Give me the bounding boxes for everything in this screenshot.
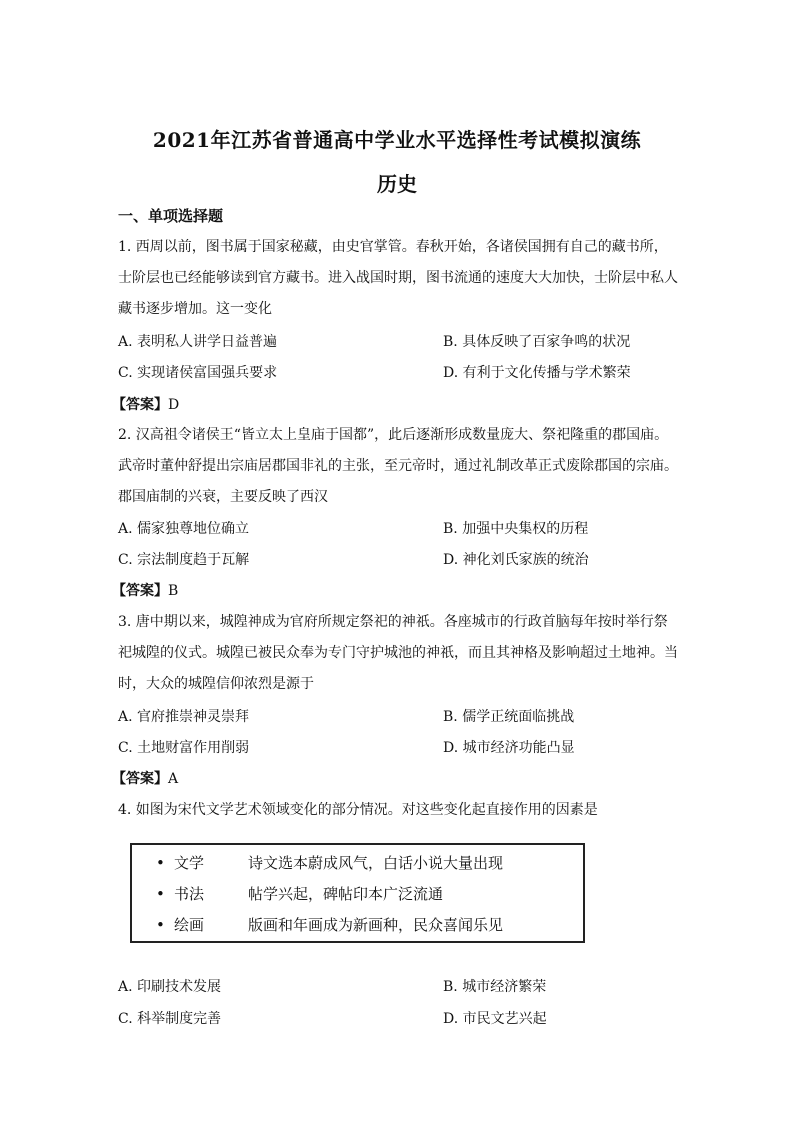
option-b: B. 具体反映了百家争鸣的状况 [443,334,631,350]
figure-category: 书法 [174,885,205,903]
bullet-icon: • [156,916,165,934]
answer-line [112,394,179,414]
answer-value: B [168,583,179,599]
option-a: A. 官府推崇神灵崇拜 [118,709,250,725]
option-c: C. 土地财富作用削弱 [118,740,250,756]
answer-line [112,768,178,788]
option-b: B. 儒学正统面临挑战 [443,709,575,725]
answer-label: 【答案】 [112,771,168,787]
option-c: C. 宗法制度趋于瓦解 [118,552,250,568]
figure-category: 文学 [174,854,205,872]
figure-row [156,883,443,904]
section-heading: 一、单项选择题 [118,207,224,225]
figure-box [130,843,585,943]
exam-subject: 历史 [377,172,417,196]
bullet-icon: • [156,885,165,903]
figure-text: 诗文选本蔚成风气，白话小说大量出现 [248,854,504,872]
question-line: 士阶层也已经能够读到官方藏书。进入战国时期，图书流通的速度大大加快，士阶层中私人 [118,270,678,286]
option-d: D. 有利于文化传播与学术繁荣 [443,365,631,381]
option-d: D. 神化刘氏家族的统治 [443,552,589,568]
option-d: D. 市民文艺兴起 [443,1011,547,1027]
question-line: 1. 西周以前，图书属于国家秘藏，由史官掌管。春秋开始，各诸侯国拥有自己的藏书所， [118,239,668,255]
option-a: A. 表明私人讲学日益普遍 [118,334,278,350]
option-b: B. 城市经济繁荣 [443,979,547,995]
bullet-icon: • [156,854,165,872]
answer-value: A [168,771,179,787]
answer-label: 【答案】 [112,397,168,413]
option-a: A. 儒家独尊地位确立 [118,521,250,537]
question-line: 武帝时董仲舒提出宗庙居郡国非礼的主张，至元帝时，通过礼制改革正式废除郡国的宗庙。 [118,458,678,474]
option-a: A. 印刷技术发展 [118,979,222,995]
answer-line [112,580,178,600]
option-c: C. 实现诸侯富国强兵要求 [118,365,278,381]
figure-row [156,914,503,935]
option-b: B. 加强中央集权的历程 [443,521,589,537]
option-c: C. 科举制度完善 [118,1011,222,1027]
question-line: 4. 如图为宋代文学艺术领域变化的部分情况。对这些变化起直接作用的因素是 [118,802,598,818]
option-d: D. 城市经济功能凸显 [443,740,575,756]
question-line: 藏书逐步增加。这一变化 [118,301,272,317]
question-line: 3. 唐中期以来，城隍神成为官府所规定祭祀的神祇。各座城市的行政首脑每年按时举行祭 [118,614,668,630]
figure-text: 帖学兴起，碑帖印本广泛流通 [248,885,444,903]
answer-label: 【答案】 [112,583,168,599]
figure-text: 版画和年画成为新画种，民众喜闻乐见 [248,916,504,934]
question-line: 祀城隍的仪式。城隍已被民众奉为专门守护城池的神祇，而且其神格及影响超过土地神。当 [118,645,678,661]
exam-title: 2021年江苏省普通高中学业水平选择性考试模拟演练 [152,128,642,152]
figure-category: 绘画 [174,916,205,934]
answer-value: D [168,397,180,413]
question-line: 2. 汉高祖令诸侯王“皆立太上皇庙于国都”，此后逐渐形成数量庞大、祭祀隆重的郡国庙。 [118,427,669,443]
question-line: 时，大众的城隍信仰浓烈是源于 [118,676,314,692]
question-line: 郡国庙制的兴衰，主要反映了西汉 [118,489,328,505]
figure-row [156,852,503,873]
